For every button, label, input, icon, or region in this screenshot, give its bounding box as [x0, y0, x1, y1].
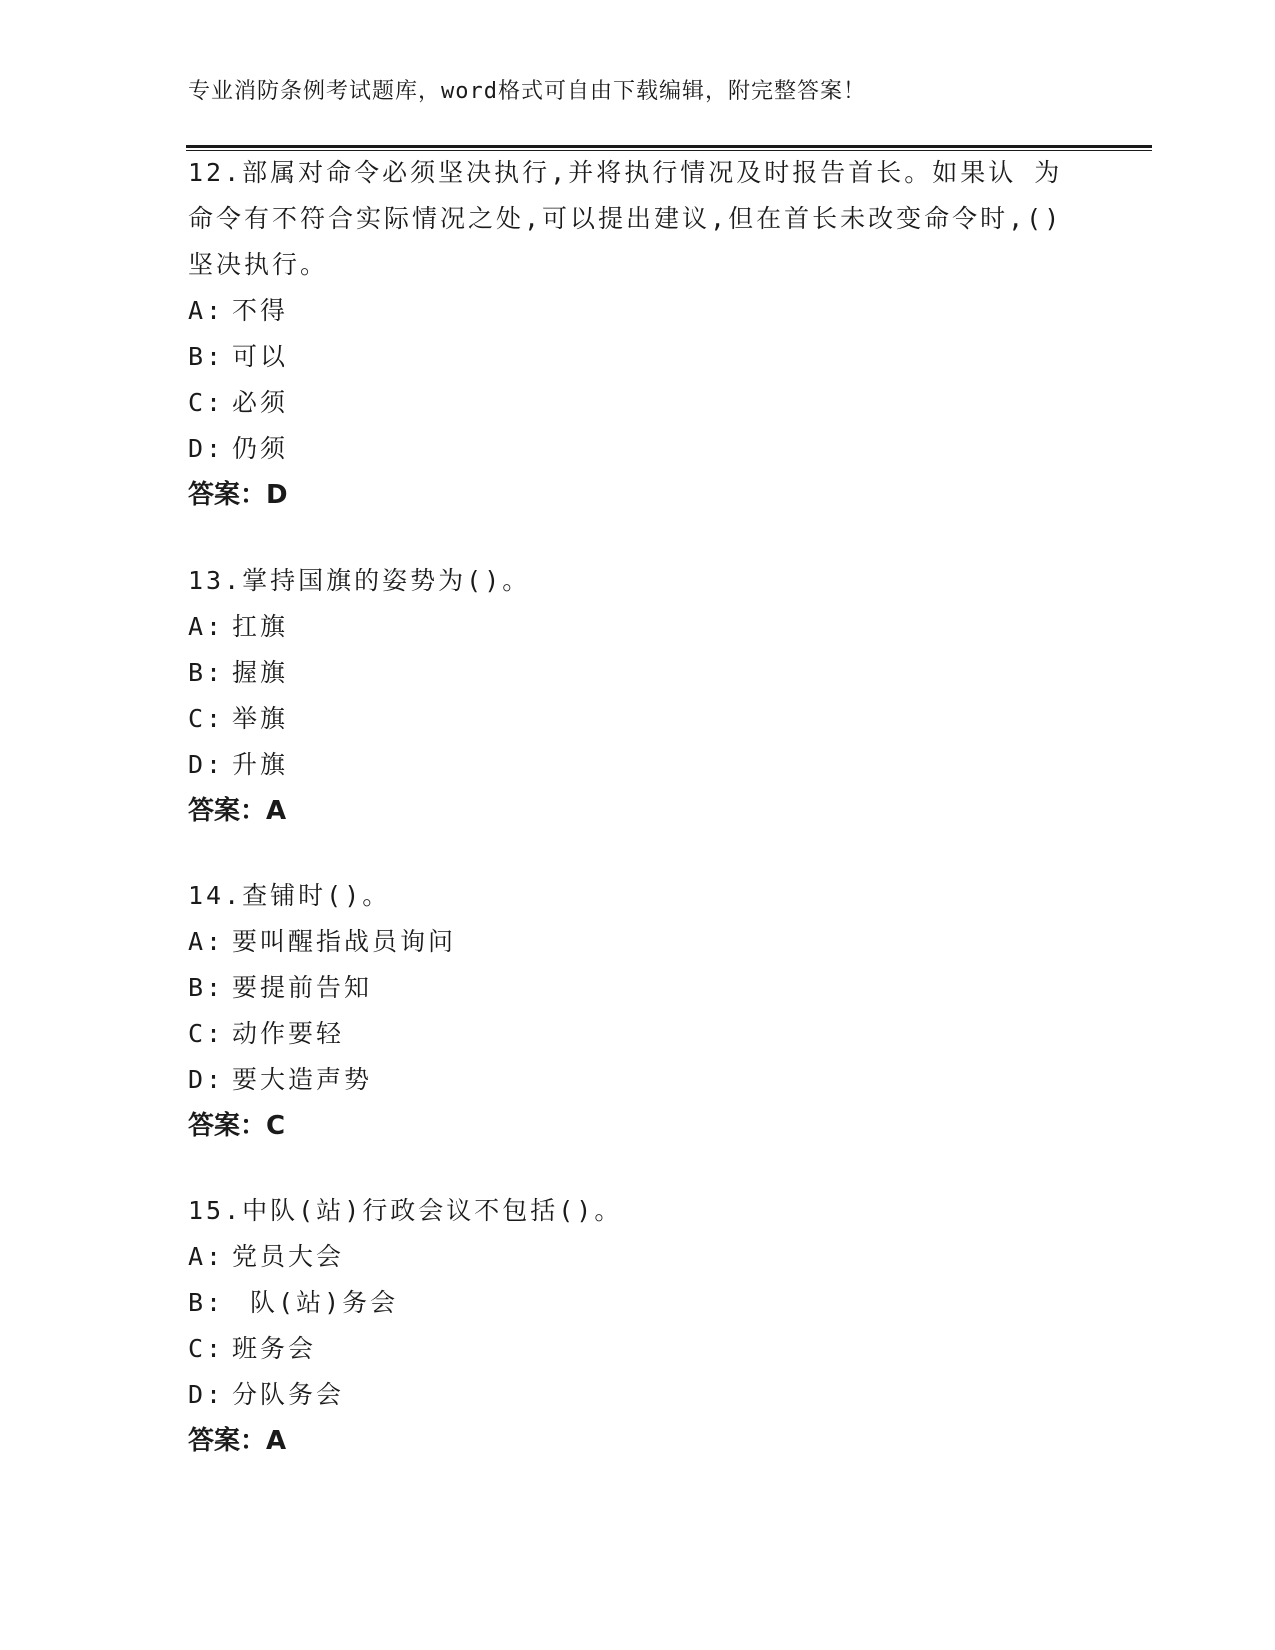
option-a [188, 288, 1088, 334]
option-text: 扛旗 [232, 612, 289, 641]
option-text: 要叫醒指战员询问 [232, 927, 457, 956]
option-b [188, 1280, 1088, 1326]
option-d [188, 1372, 1088, 1418]
option-d [188, 1057, 1088, 1103]
question-stem-line: 14.查铺时()。 [188, 881, 391, 910]
option-label: A: [188, 1242, 225, 1271]
option-text: 分队务会 [232, 1380, 345, 1409]
option-text: 握旗 [232, 658, 289, 687]
option-a [188, 1234, 1088, 1280]
answer-line: 答案：C [188, 1111, 286, 1141]
option-text: 仍须 [232, 434, 289, 463]
option-text: 班务会 [232, 1334, 317, 1363]
option-label: C: [188, 704, 225, 733]
question-stem-line: 15.中队(站)行政会议不包括()。 [188, 1196, 623, 1225]
option-text: 可以 [232, 342, 289, 371]
option-c [188, 380, 1088, 426]
page-header: 专业消防条例考试题库，word格式可自由下载编辑，附完整答案！ [188, 79, 866, 104]
option-a [188, 919, 1088, 965]
option-text: 升旗 [232, 750, 289, 779]
option-label: B: [188, 1288, 225, 1317]
option-text: 举旗 [232, 704, 289, 733]
option-b [188, 334, 1088, 380]
option-label: C: [188, 388, 225, 417]
option-a [188, 604, 1088, 650]
option-text: 必须 [232, 388, 289, 417]
question-15 [188, 1188, 1088, 1464]
option-d [188, 742, 1088, 788]
answer-line: 答案：A [188, 796, 287, 826]
question-14 [188, 873, 1088, 1149]
answer-line: 答案：D [188, 480, 288, 510]
question-stem-line: 坚决执行。 [188, 250, 329, 279]
option-label: A: [188, 612, 225, 641]
question-12 [188, 150, 1088, 518]
option-label: B: [188, 973, 225, 1002]
option-text: 动作要轻 [232, 1019, 345, 1048]
option-c [188, 696, 1088, 742]
option-text: 要提前告知 [232, 973, 373, 1002]
option-text: 要大造声势 [232, 1065, 373, 1094]
option-label: D: [188, 750, 225, 779]
option-label: A: [188, 927, 225, 956]
option-b [188, 650, 1088, 696]
option-b [188, 965, 1088, 1011]
option-label: B: [188, 658, 225, 687]
option-label: D: [188, 1065, 225, 1094]
question-13 [188, 558, 1088, 834]
option-label: D: [188, 434, 225, 463]
option-label: D: [188, 1380, 225, 1409]
option-d [188, 426, 1088, 472]
option-label: C: [188, 1019, 225, 1048]
option-text: 党员大会 [232, 1242, 345, 1271]
option-label: C: [188, 1334, 225, 1363]
option-label: B: [188, 342, 225, 371]
option-c [188, 1326, 1088, 1372]
question-stem-line: 12.部属对命令必须坚决执行,并将执行情况及时报告首长。如果认 为 [188, 158, 1063, 187]
option-label: A: [188, 296, 225, 325]
answer-line: 答案：A [188, 1426, 287, 1456]
question-stem-line: 13.掌持国旗的姿势为()。 [188, 566, 531, 595]
option-text: 队(站)务会 [232, 1288, 399, 1317]
option-c [188, 1011, 1088, 1057]
option-text: 不得 [232, 296, 289, 325]
header-rule-thick [186, 145, 1152, 148]
question-stem-line: 命令有不符合实际情况之处,可以提出建议,但在首长未改变命令时,() [188, 204, 1063, 233]
